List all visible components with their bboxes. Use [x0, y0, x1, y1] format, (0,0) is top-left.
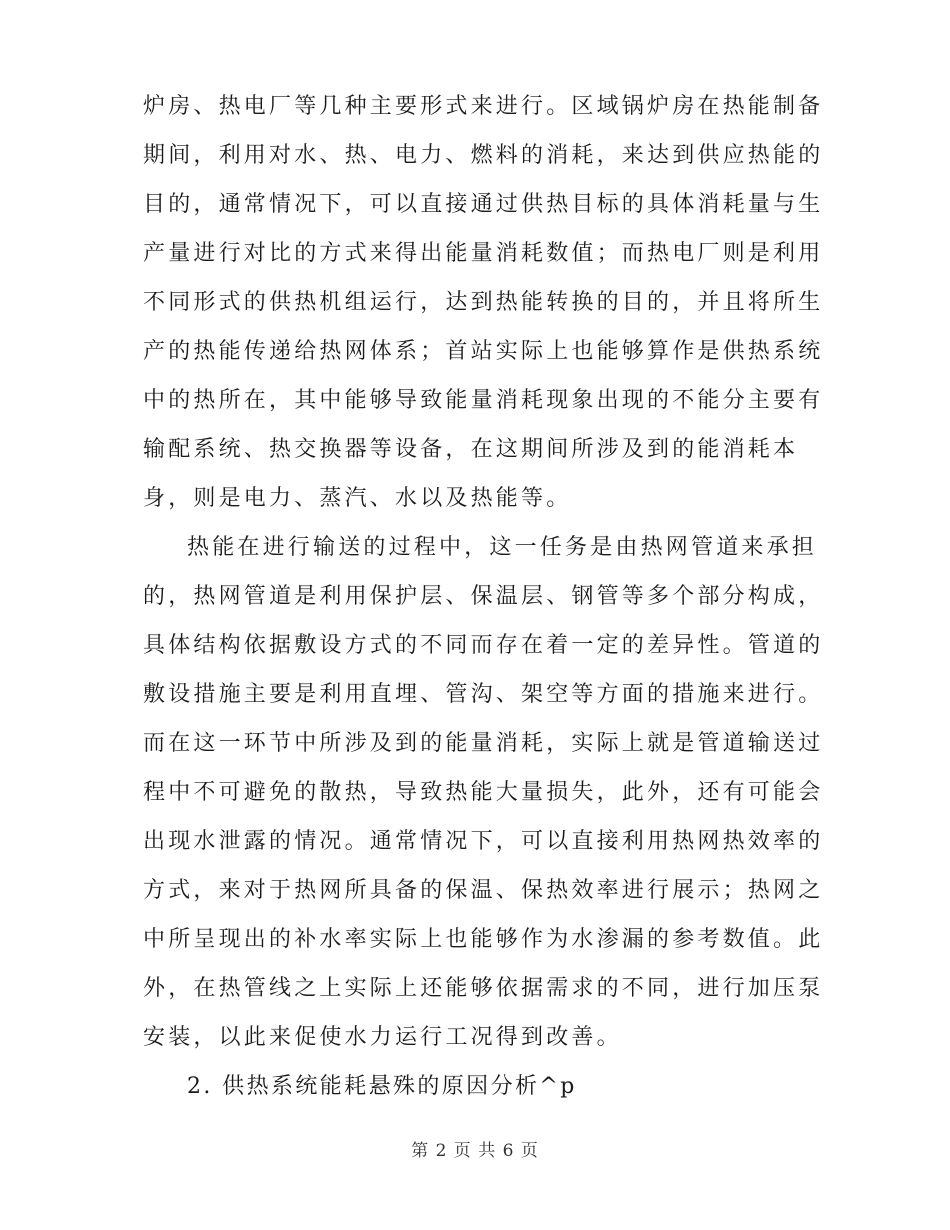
paragraph-line: 产量进行对比的方式来得出能量消耗数值；而热电厂则是利用 [143, 241, 824, 266]
paragraph-line: 中所呈现出的补水率实际上也能够作为水渗漏的参考数值。此 [143, 927, 824, 952]
paragraph-line: 产的热能传递给热网体系；首站实际上也能够算作是供热系统 [143, 339, 824, 364]
paragraph-line: 热能在进行输送的过程中，这一任务是由热网管道来承担 [187, 535, 818, 560]
paragraph-line: 的，热网管道是利用保护层、保温层、钢管等多个部分构成， [143, 584, 824, 609]
paragraph-line: 身，则是电力、蒸汽、水以及热能等。 [143, 486, 572, 511]
paragraph-line: 炉房、热电厂等几种主要形式来进行。区域锅炉房在热能制备 [143, 94, 824, 119]
paragraph-line: 安装，以此来促使水力运行工况得到改善。 [143, 1025, 622, 1050]
paragraph-line: 外，在热管线之上实际上还能够依据需求的不同，进行加压泵 [143, 976, 824, 1001]
paragraph-line: 方式，来对于热网所具备的保温、保热效率进行展示；热网之 [143, 878, 824, 903]
paragraph-line: 程中不可避免的散热，导致热能大量损失，此外，还有可能会 [143, 780, 824, 805]
paragraph-line: 目的，通常情况下，可以直接通过供热目标的具体消耗量与生 [143, 192, 824, 217]
paragraph-line: 而在这一环节中所涉及到的能量消耗，实际上就是管道输送过 [143, 731, 824, 756]
paragraph-line: 出现水泄露的情况。通常情况下，可以直接利用热网热效率的 [143, 829, 824, 854]
section-heading: 2. 供热系统能耗悬殊的原因分析^p [187, 1074, 577, 1099]
paragraph-line: 具体结构依据敷设方式的不同而存在着一定的差异性。管道的 [143, 633, 824, 658]
paragraph-line: 输配系统、热交换器等设备，在这期间所涉及到的能消耗本 [143, 437, 799, 462]
paragraph-line: 期间，利用对水、热、电力、燃料的消耗，来达到供应热能的 [143, 143, 824, 168]
paragraph-line: 敷设措施主要是利用直埋、管沟、架空等方面的措施来进行。 [143, 682, 824, 707]
paragraph-line: 不同形式的供热机组运行，达到热能转换的目的，并且将所生 [143, 290, 824, 315]
page-footer: 第 2 页 共 6 页 [411, 1141, 539, 1161]
paragraph-line: 中的热所在，其中能够导致能量消耗现象出现的不能分主要有 [143, 388, 824, 413]
